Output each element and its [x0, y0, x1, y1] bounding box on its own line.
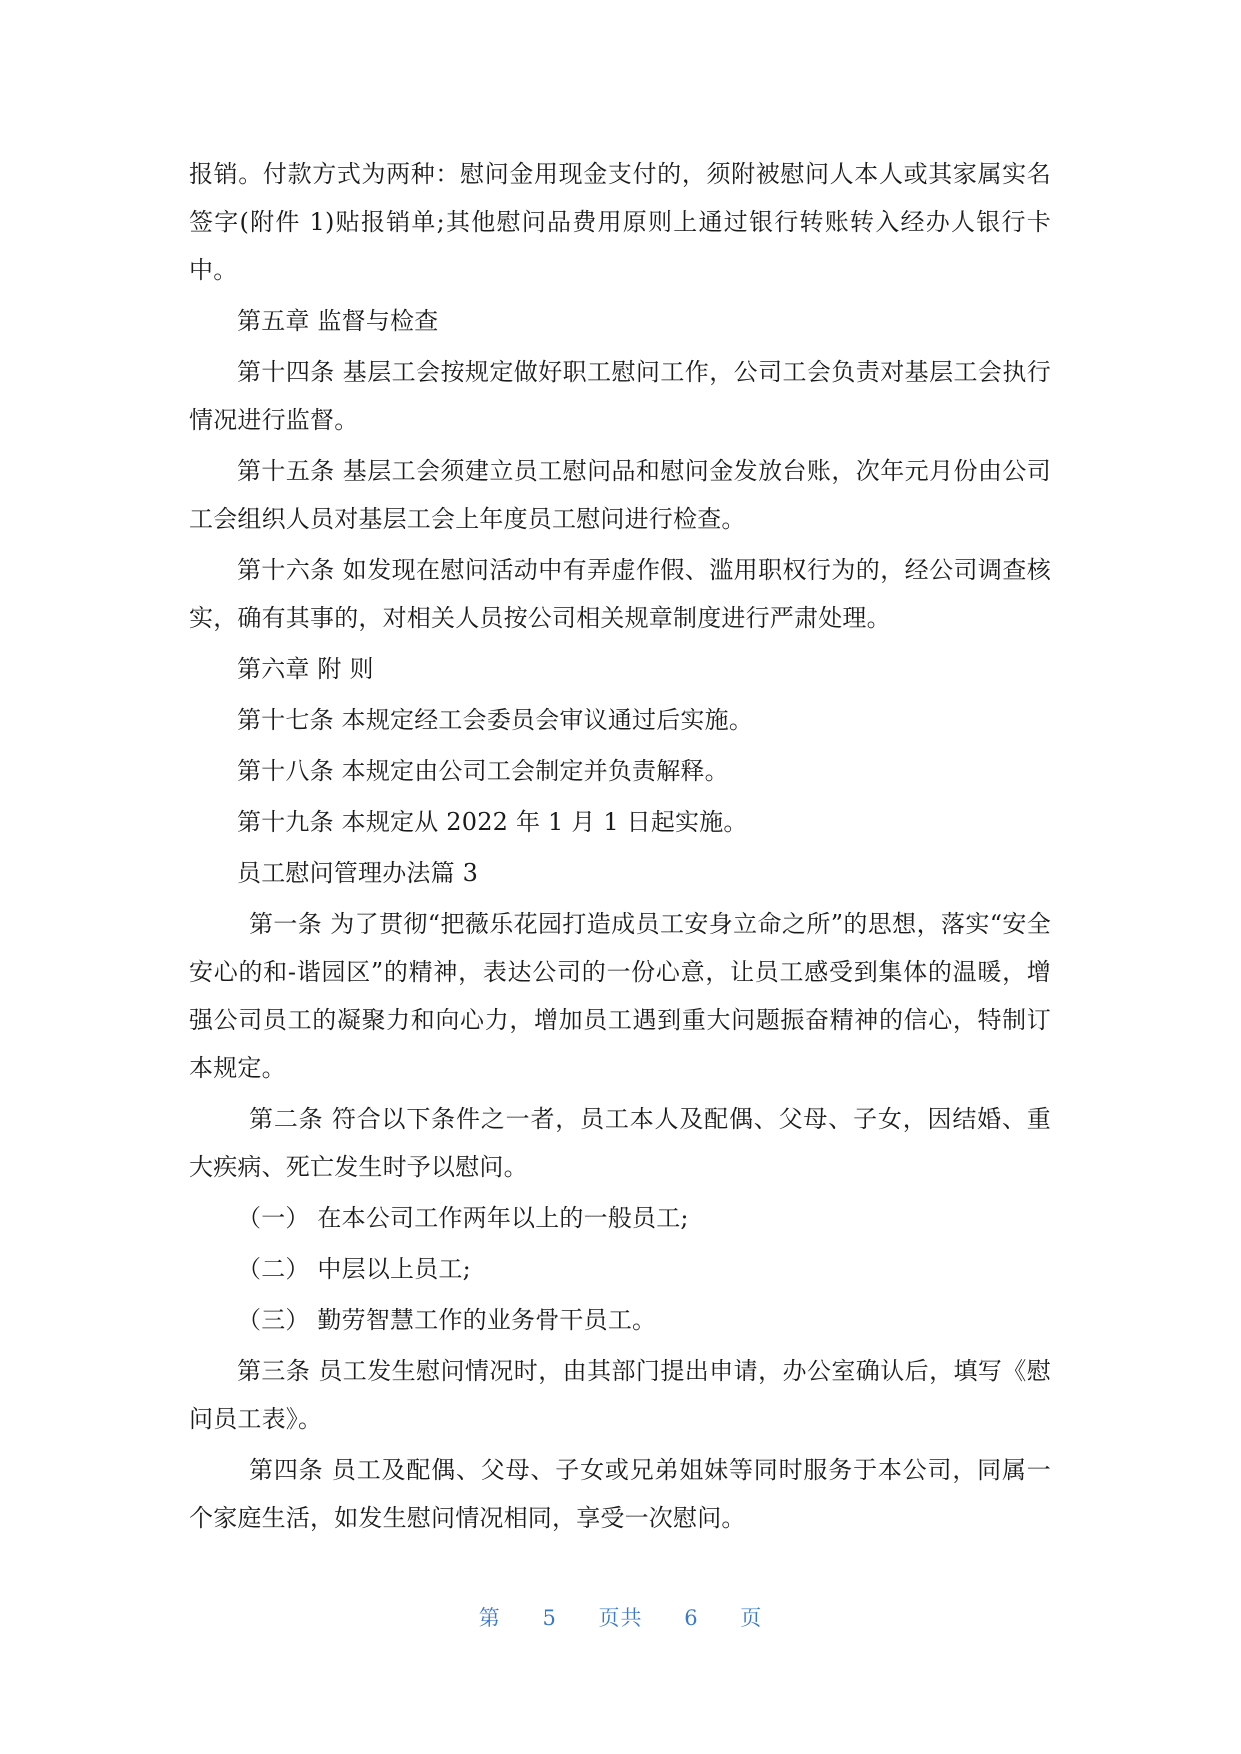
footer-prefix: 第 — [478, 1606, 501, 1630]
document-body — [189, 150, 1051, 1545]
article-15: 第十五条 基层工会须建立员工慰问品和慰问金发放台账，次年元月份由公司工会组织人员对基层工会上年度员工慰问进行检查。 — [189, 457, 1051, 533]
article-14: 第十四条 基层工会按规定做好职工慰问工作，公司工会负责对基层工会执行情况进行监督。 — [189, 358, 1051, 434]
article-17: 第十七条 本规定经工会委员会审议通过后实施。 — [237, 706, 754, 734]
page-footer — [0, 1602, 1241, 1632]
article-3: 第三条 员工发生慰问情况时，由其部门提出申请，办公室确认后，填写《慰问员工表》。 — [189, 1357, 1051, 1433]
chapter-heading-5: 第五章 监督与检查 — [237, 307, 439, 335]
list-item-1: （一） 在本公司工作两年以上的一般员工; — [237, 1204, 689, 1232]
article-19: 第十九条 本规定从 2022 年 1 月 1 日起实施。 — [237, 808, 748, 836]
article-2: 第二条 符合以下条件之一者，员工本人及配偶、父母、子女，因结婚、重大疾病、死亡发生时予以慰问。 — [189, 1105, 1051, 1181]
article-16: 第十六条 如发现在慰问活动中有弄虚作假、滥用职权行为的，经公司调查核实，确有其事的，对相关人员按公司相关规章制度进行严肃处理。 — [189, 556, 1051, 632]
list-item-2: （二） 中层以上员工; — [237, 1255, 471, 1283]
list-item-3: （三） 勤劳智慧工作的业务骨干员工。 — [237, 1306, 657, 1334]
section-title: 员工慰问管理办法篇 3 — [237, 859, 479, 887]
current-page-number: 5 — [542, 1606, 557, 1630]
article-18: 第十八条 本规定由公司工会制定并负责解释。 — [237, 757, 729, 785]
article-4: 第四条 员工及配偶、父母、子女或兄弟姐妹等同时服务于本公司，同属一个家庭生活，如发生慰问情况相同，享受一次慰问。 — [189, 1456, 1051, 1532]
chapter-heading-6: 第六章 附 则 — [237, 655, 374, 683]
article-1: 第一条 为了贯彻“把薇乐花园打造成员工安身立命之所”的思想，落实“安全安心的和-谐园区”的精神，表达公司的一份心意，让员工感受到集体的温暖，增强公司员工的凝聚力和向心力，增加员工遇到重大问题振奋精神的信心，特制订本规定。 — [189, 910, 1051, 1082]
footer-middle: 页共 — [598, 1606, 643, 1630]
footer-suffix: 页 — [740, 1606, 763, 1630]
paragraph-reimbursement: 报销。付款方式为两种：慰问金用现金支付的，须附被慰问人本人或其家属实名签字(附件 1)贴报销单;其他慰问品费用原则上通过银行转账转入经办人银行卡中。 — [189, 160, 1051, 284]
total-pages-number: 6 — [684, 1606, 699, 1630]
